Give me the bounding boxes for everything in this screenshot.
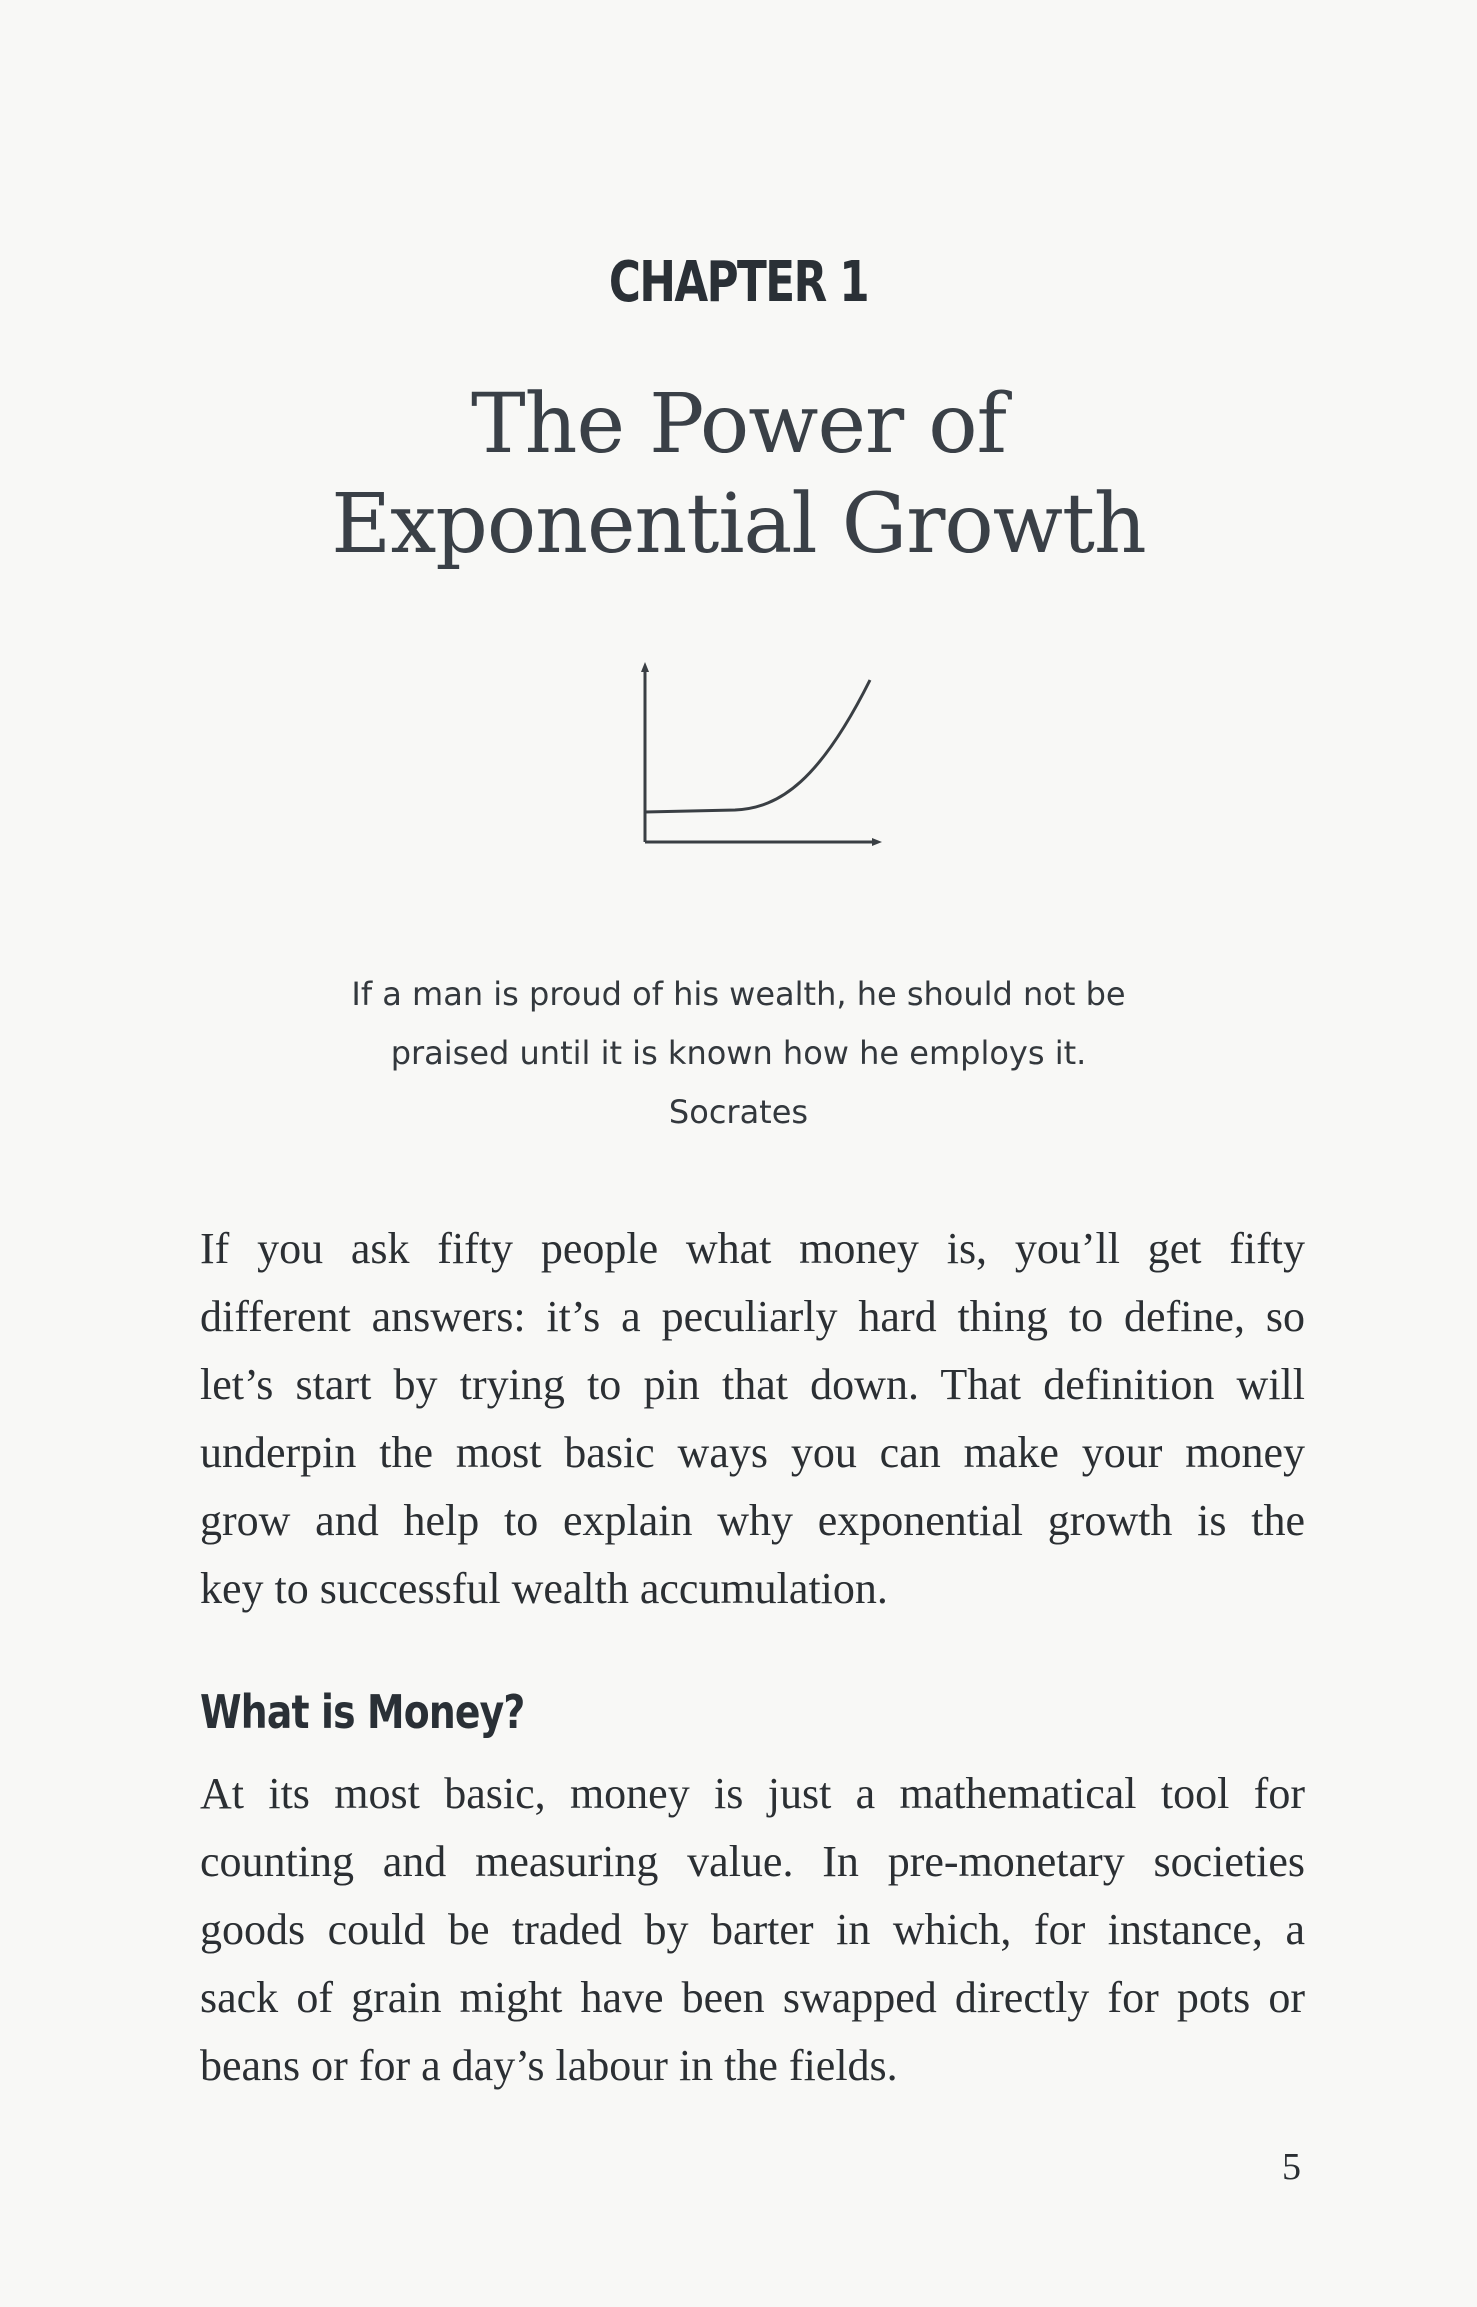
- paragraph-line: If you ask fifty people what money is, you’ll get fifty: [200, 1224, 1305, 1273]
- paragraph-line: beans or for a day’s labour in the fields.: [200, 2041, 898, 2090]
- paragraph-line: sack of grain might have been swapped directly for pots or: [200, 1973, 1305, 2022]
- chapter-label: CHAPTER 1: [608, 250, 869, 315]
- chapter-title-line: Exponential Growth: [331, 477, 1146, 572]
- paragraph-line: different answers: it’s a peculiarly hard thing to define, so: [200, 1292, 1305, 1341]
- exponential-curve-icon: [630, 660, 890, 860]
- page-number: 5: [1282, 2146, 1301, 2188]
- chapter-title: [0, 375, 1477, 575]
- section-paragraph: [200, 1760, 1305, 2100]
- paragraph-line: let’s start by trying to pin that down. That definition will: [200, 1360, 1305, 1409]
- paragraph-line: underpin the most basic ways you can make your money: [200, 1428, 1305, 1477]
- epigraph-attribution: Socrates: [668, 1093, 809, 1131]
- paragraph-line: grow and help to explain why exponential growth is the: [200, 1496, 1305, 1545]
- section-heading: What is Money?: [200, 1685, 525, 1739]
- intro-paragraph: [200, 1215, 1305, 1623]
- epigraph-line: If a man is proud of his wealth, he should not be: [351, 975, 1126, 1013]
- paragraph-line: counting and measuring value. In pre-monetary societies: [200, 1837, 1305, 1886]
- chapter-title-line: The Power of: [470, 377, 1006, 472]
- epigraph-line: praised until it is known how he employs it.: [390, 1034, 1087, 1072]
- paragraph-line: goods could be traded by barter in which, for instance, a: [200, 1905, 1305, 1954]
- paragraph-line: key to successful wealth accumulation.: [200, 1564, 888, 1613]
- epigraph: [0, 965, 1477, 1142]
- paragraph-line: At its most basic, money is just a mathematical tool for: [200, 1769, 1305, 1818]
